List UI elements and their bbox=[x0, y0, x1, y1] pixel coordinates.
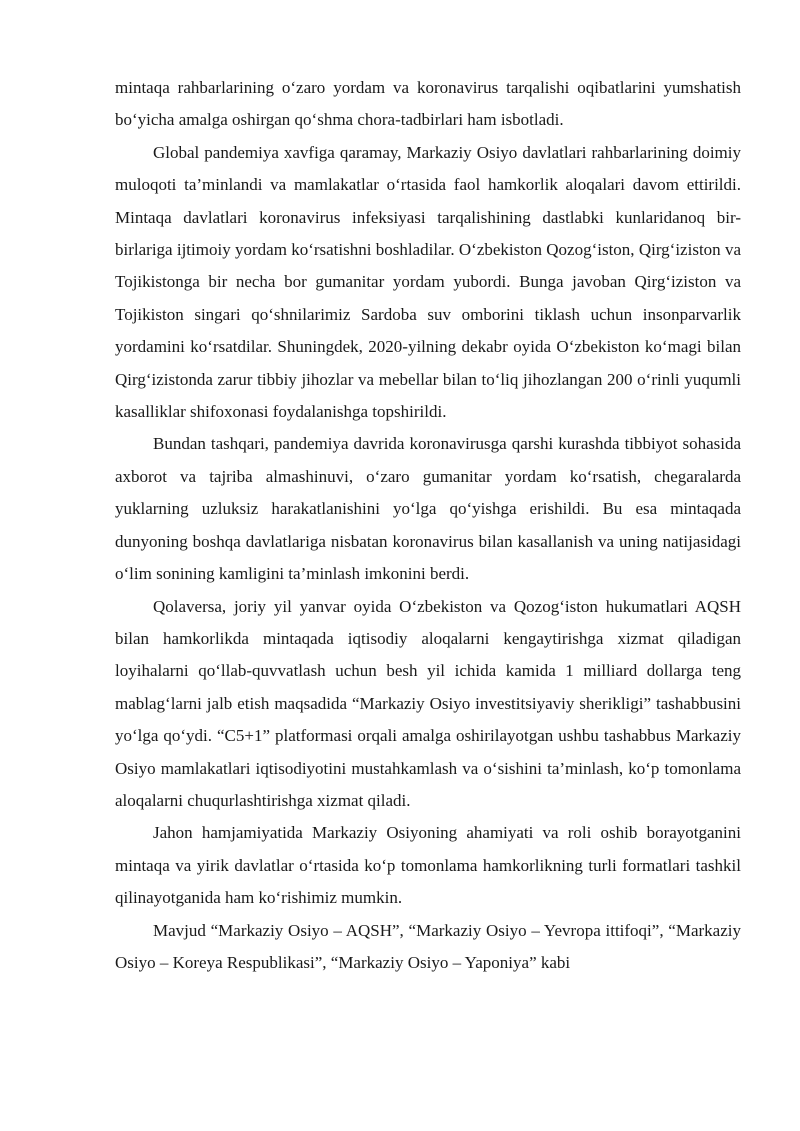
paragraph-5: Jahon hamjamiyatida Markaziy Osiyoning ahamiyati va roli oshib borayotganini mintaqa va yirik davlatlar o‘rtasida ko‘p tomonlama hamkorlikning turli formatlari tashkil qilinayotganida ham ko‘rishimiz mumkin. bbox=[115, 823, 741, 908]
paragraph-1: mintaqa rahbarlarining o‘zaro yordam va koronavirus tarqalishi oqibatlarini yumshatish bo‘yicha amalga oshirgan qo‘shma chora-tadbirlari ham isbotladi. bbox=[115, 78, 741, 130]
document-page bbox=[115, 72, 741, 979]
paragraph-2: Global pandemiya xavfiga qaramay, Markaziy Osiyo davlatlari rahbarlarining doimiy muloqoti ta’minlandi va mamlakatlar o‘rtasida faol hamkorlik aloqalari davom ettirildi. Mintaqa davlatlari koronavirus infeksiyasi tarqalishining dastlabki kunlaridanoq bir-birlariga ijtimoiy yordam ko‘rsatishni boshladilar. O‘zbekiston Qozog‘iston, Qirg‘iziston va Tojikistonga bir necha bor gumanitar yordam yubordi. Bunga javoban Qirg‘iziston va Tojikiston singari qo‘shnilarimiz Sardoba suv omborini tiklash uchun insonparvarlik yordamini ko‘rsatdilar. Shuningdek, 2020-yilning dekabr oyida O‘zbekiston ko‘magi bilan Qirg‘izistonda zarur tibbiy jihozlar va mebellar bilan to‘liq jihozlangan 200 o‘rinli yuqumli kasalliklar shifoxonasi foydalanishga topshirildi. bbox=[115, 142, 741, 422]
paragraph-6: Mavjud “Markaziy Osiyo – AQSH”, “Markaziy Osiyo – Yevropa ittifoqi”, “Markaziy Osiyo – Koreya Respublikasi”, “Markaziy Osiyo – Yaponiya” kabi bbox=[115, 920, 741, 972]
paragraph-3: Bundan tashqari, pandemiya davrida koronavirusga qarshi kurashda tibbiyot sohasida axborot va tajriba almashinuvi, o‘zaro gumanitar yordam ko‘rsatish, chegaralarda yuklarning uzluksiz harakatlanishini yo‘lga qo‘yishga erishildi. Bu esa mintaqada dunyoning boshqa davlatlariga nisbatan koronavirus bilan kasallanish va uning natijasidagi o‘lim sonining kamligini ta’minlash imkonini berdi. bbox=[115, 434, 741, 584]
paragraph-4: Qolaversa, joriy yil yanvar oyida O‘zbekiston va Qozog‘iston hukumatlari AQSH bilan hamkorlikda mintaqada iqtisodiy aloqalarni kengaytirishga xizmat qiladigan loyihalarni qo‘llab-quvvatlash uchun besh yil ichida kamida 1 milliard dollarga teng mablag‘larni jalb etish maqsadida “Markaziy Osiyo investitsiyaviy sherikligi” tashabbusini yo‘lga qo‘ydi. “C5+1” platformasi orqali amalga oshirilayotgan ushbu tashabbus Markaziy Osiyo mamlakatlari iqtisodiyotini mustahkamlash va o‘sishini ta’minlash, ko‘p tomonlama aloqalarni chuqurlashtirishga xizmat qiladi. bbox=[115, 596, 741, 810]
